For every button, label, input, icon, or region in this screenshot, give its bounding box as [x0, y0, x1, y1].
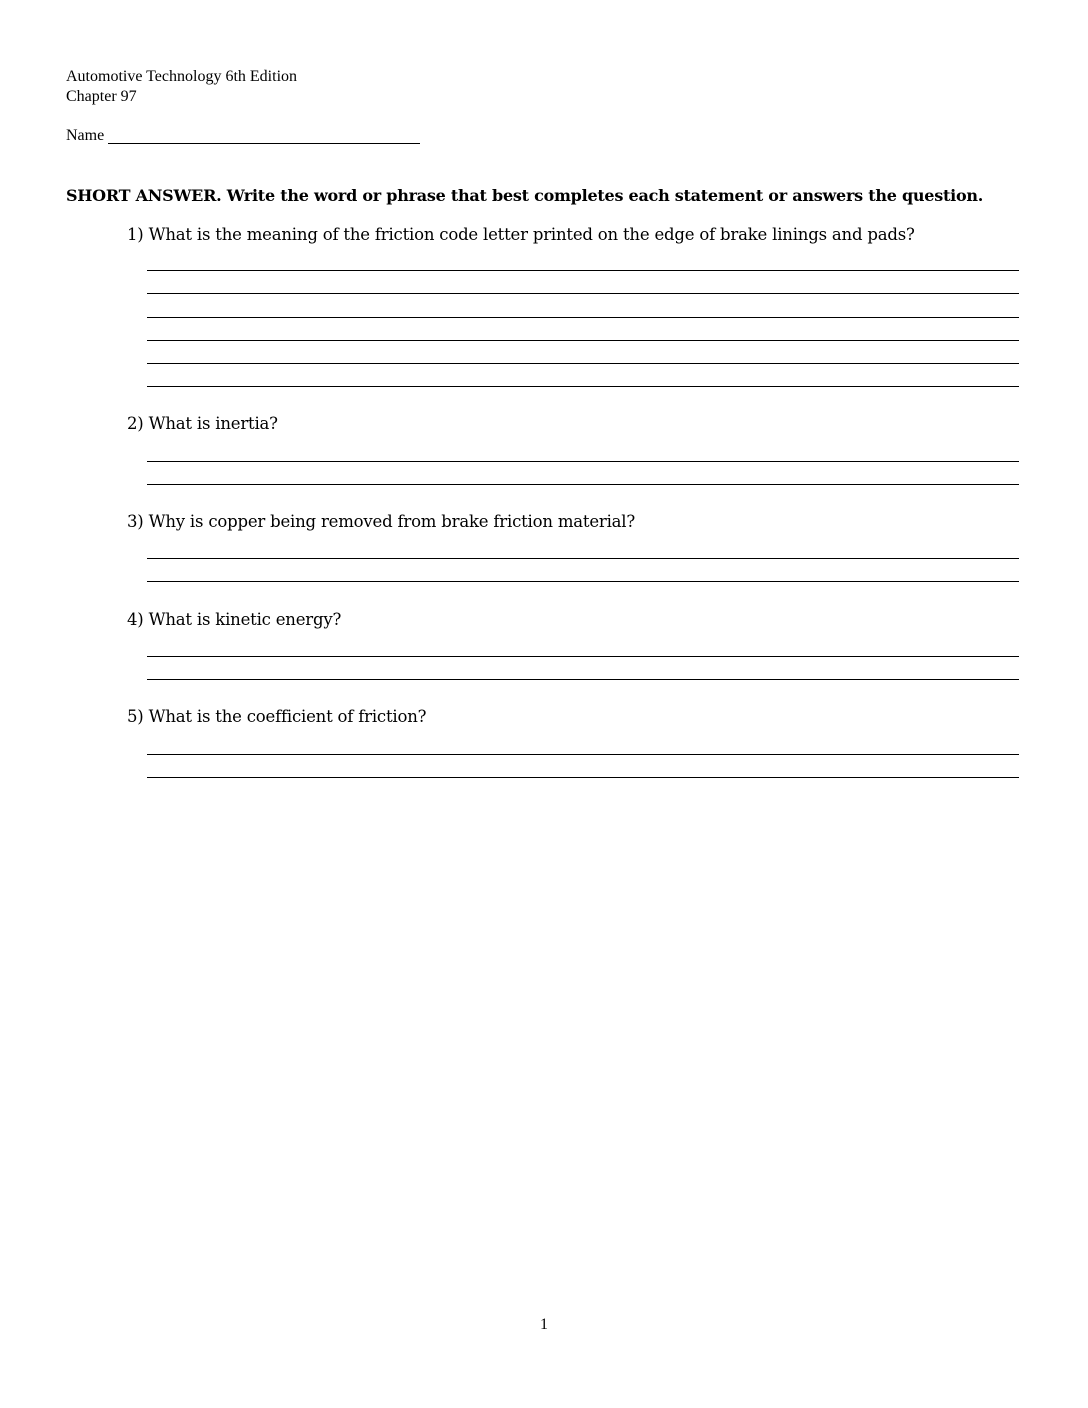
name-field[interactable]: [108, 143, 420, 144]
name-label: Name: [66, 127, 105, 144]
answer-line-q5[interactable]: [147, 754, 1019, 755]
question-3-text: 3) Why is copper being removed from brake friction material?: [127, 512, 636, 531]
answer-line-q1[interactable]: [147, 363, 1019, 364]
section-instructions: SHORT ANSWER. Write the word or phrase that best completes each statement or answers the question.: [66, 186, 984, 205]
book-title: Automotive Technology 6th Edition: [66, 68, 298, 85]
question-5-text: 5) What is the coefficient of friction?: [127, 707, 427, 726]
page-number: 1: [540, 1316, 548, 1333]
answer-line-q3[interactable]: [147, 558, 1019, 559]
answer-line-q2[interactable]: [147, 461, 1019, 462]
answer-line-q4[interactable]: [147, 656, 1019, 657]
answer-line-q1[interactable]: [147, 293, 1019, 294]
answer-line-q1[interactable]: [147, 386, 1019, 387]
answer-line-q2[interactable]: [147, 484, 1019, 485]
chapter-label: Chapter 97: [66, 88, 137, 105]
answer-line-q1[interactable]: [147, 340, 1019, 341]
answer-line-q1[interactable]: [147, 317, 1019, 318]
question-4-text: 4) What is kinetic energy?: [127, 610, 342, 629]
answer-line-q5[interactable]: [147, 777, 1019, 778]
question-2-text: 2) What is inertia?: [127, 414, 278, 433]
answer-line-q3[interactable]: [147, 581, 1019, 582]
answer-line-q4[interactable]: [147, 679, 1019, 680]
question-1-text: 1) What is the meaning of the friction code letter printed on the edge of brake linings and pads?: [127, 225, 915, 244]
answer-line-q1[interactable]: [147, 270, 1019, 271]
